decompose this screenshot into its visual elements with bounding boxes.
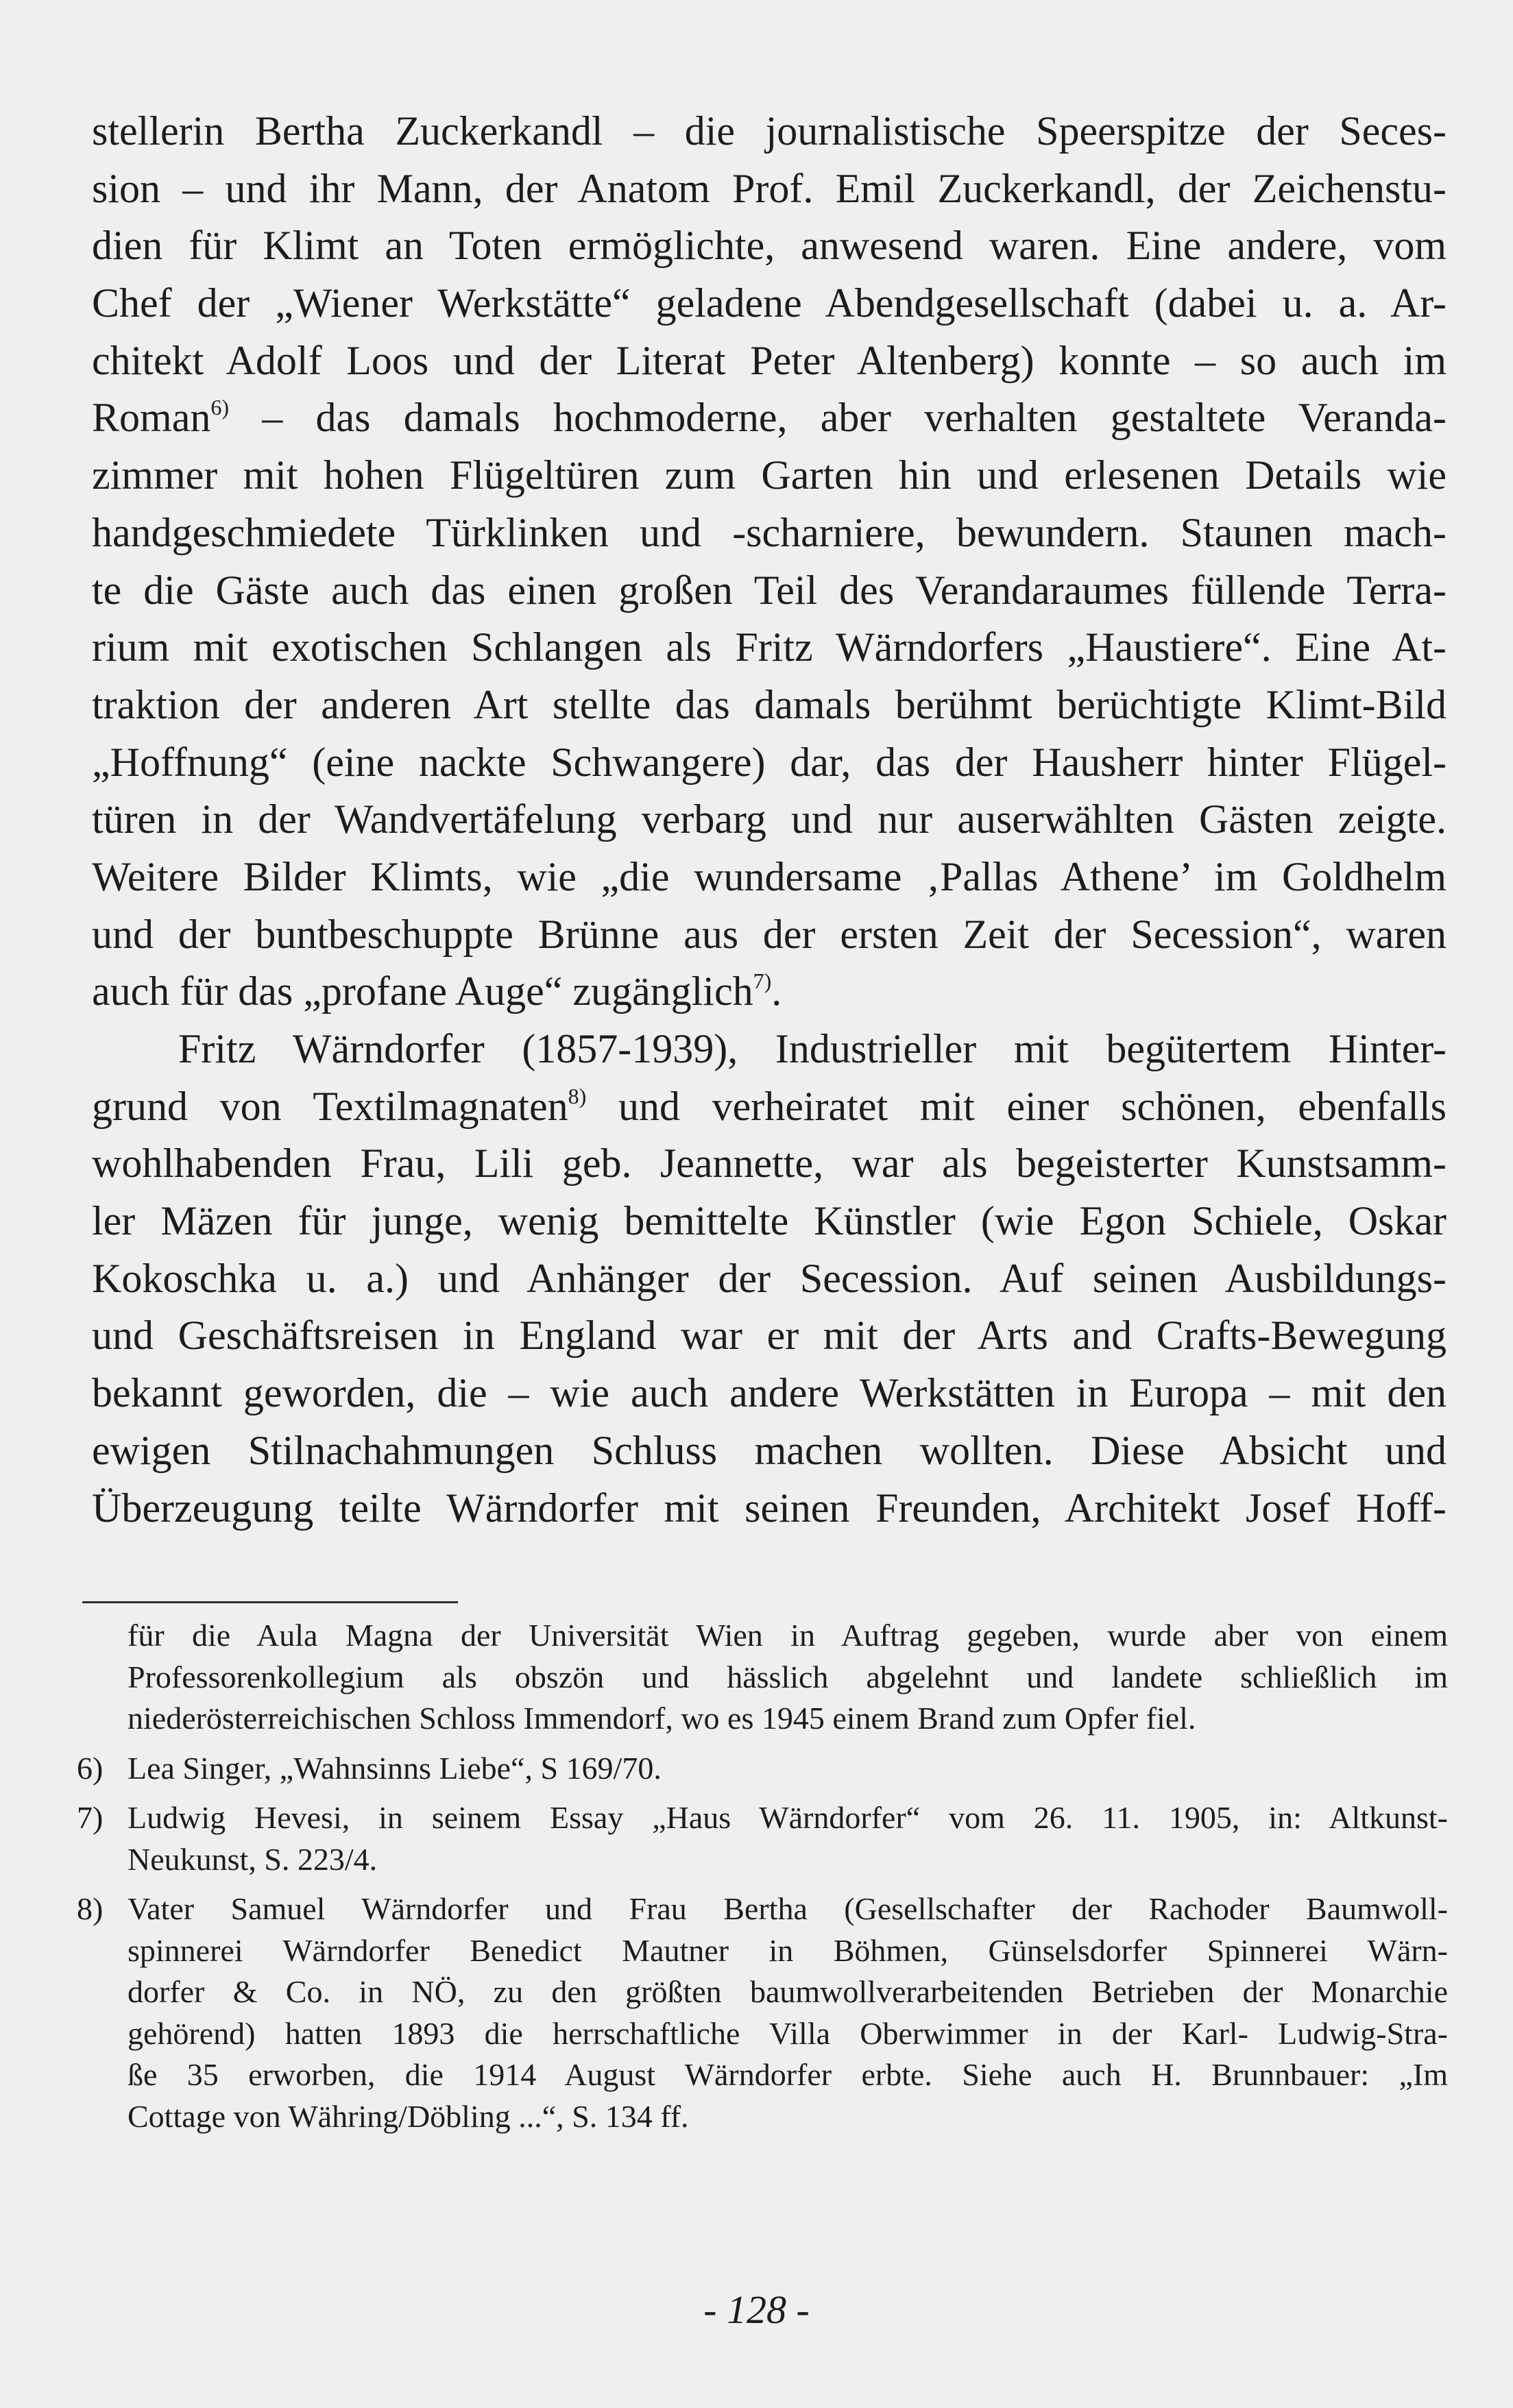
text-line: ler Mäzen für junge, wenig bemittelte Künstler (wie Egon Schiele, Oskar [92, 1198, 1447, 1244]
footnotes [77, 1615, 1448, 2137]
footnote-number: 7) [77, 1800, 104, 1835]
text-line: Fritz Wärndorfer (1857-1939), Industrieller mit begütertem Hinter- [178, 1026, 1447, 1071]
footnote-line: Neukunst, S. 223/4. [128, 1841, 378, 1877]
footnote-line: spinnerei Wärndorfer Benedict Mautner in Böhmen, Günselsdorfer Spinnerei Wärn- [128, 1932, 1448, 1968]
footnote-8 [77, 1888, 1448, 2137]
text-run: – das damals hochmoderne, aber verhalten gestaltete Veranda- [228, 395, 1447, 441]
footnote-ref-6: 6) [210, 395, 229, 420]
text-run: auch für das „profane Auge“ zugänglich [92, 969, 753, 1014]
text-line: handgeschmiedete Türklinken und -scharniere, bewundern. Staunen mach- [92, 509, 1447, 555]
text-run: grund von Textilmagnaten [92, 1083, 568, 1129]
footnote-number: 6) [77, 1750, 104, 1786]
footnote-separator [82, 1601, 458, 1603]
text-line: ewigen Stilnachahmungen Schluss machen wollten. Diese Absicht und [92, 1427, 1447, 1473]
text-line: stellerin Bertha Zuckerkandl – die journalistische Speerspitze der Seces- [92, 108, 1447, 154]
footnote-line: dorfer & Co. in NÖ, zu den größten baumwollverarbeitenden Betrieben der Monarchie [128, 1974, 1448, 2009]
text-line: rium mit exotischen Schlangen als Fritz Wärndorfers „Haustiere“. Eine At- [92, 624, 1447, 670]
footnote-line [77, 1797, 1448, 1839]
text-line: Kokoschka u. a.) und Anhänger der Secession. Auf seinen Ausbildungs- [92, 1255, 1447, 1301]
footnote-line: Professorenkollegium als obszön und hässlich abgelehnt und landete schließlich im [128, 1659, 1448, 1694]
page-number: - 128 - [703, 2287, 810, 2332]
text-line: dien für Klimt an Toten ermöglichte, anwesend waren. Eine andere, vom [92, 223, 1447, 269]
text-line: Chef der „Wiener Werkstätte“ geladene Abendgesellschaft (dabei u. a. Ar- [92, 280, 1447, 326]
text-line: türen in der Wandvertäfelung verbarg und nur auserwählten Gästen zeigte. [92, 796, 1447, 842]
footnote-text: Lea Singer, „Wahnsinns Liebe“, S 169/70. [128, 1750, 662, 1786]
footnote-line: niederösterreichischen Schloss Immendorf, wo es 1945 einem Brand zum Opfer fiel. [128, 1701, 1196, 1736]
text-line: sion – und ihr Mann, der Anatom Prof. Emil Zuckerkandl, der Zeichenstu- [92, 165, 1447, 211]
footnote-line [77, 1888, 1448, 1930]
text-line: Weitere Bilder Klimts, wie „die wundersame ‚Pallas Athene’ im Goldhelm [92, 853, 1447, 899]
text-line: Überzeugung teilte Wärndorfer mit seinen Freunden, Architekt Josef Hoff- [92, 1485, 1447, 1531]
footnote-7 [77, 1797, 1448, 1880]
footnote-continuation [77, 1615, 1448, 1740]
text-line: „Hoffnung“ (eine nackte Schwangere) dar, das der Hausherr hinter Flügel- [92, 739, 1447, 785]
text-run: und verheiratet mit einer schönen, ebenfalls [586, 1083, 1447, 1129]
footnote-text: Ludwig Hevesi, in seinem Essay „Haus Wärndorfer“ vom 26. 11. 1905, in: Altkunst- [128, 1800, 1448, 1835]
footnote-line: ße 35 erworben, die 1914 August Wärndorfer erbte. Siehe auch H. Brunnbauer: „Im [128, 2057, 1448, 2092]
text-line [92, 1078, 1447, 1136]
text-line: und der buntbeschuppte Brünne aus der ersten Zeit der Secession“, waren [92, 911, 1447, 957]
text-line [92, 963, 1447, 1021]
footnote-line: gehörend) hatten 1893 die herrschaftliche Villa Oberwimmer in der Karl- Ludwig-Stra- [128, 2015, 1448, 2051]
text-run: . [771, 969, 782, 1014]
footnote-number: 8) [77, 1891, 104, 1926]
text-line: traktion der anderen Art stellte das damals berühmt berüchtigte Klimt-Bild [92, 681, 1447, 727]
text-line: wohlhabenden Frau, Lili geb. Jeannette, war als begeisterter Kunstsamm- [92, 1141, 1447, 1187]
text-line: zimmer mit hohen Flügeltüren zum Garten hin und erlesenen Details wie [92, 452, 1447, 498]
footnote-line: für die Aula Magna der Universität Wien in Auftrag gegeben, wurde aber von einem [128, 1618, 1448, 1653]
main-text [92, 103, 1447, 1537]
text-line: und Geschäftsreisen in England war er mit der Arts and Crafts-Bewegung [92, 1313, 1447, 1359]
footnote-6 [77, 1748, 1448, 1790]
text-line: te die Gäste auch das einen großen Teil des Verandaraumes füllende Terra- [92, 567, 1447, 613]
text-line: chitekt Adolf Loos und der Literat Peter Altenberg) konnte – so auch im [92, 337, 1447, 383]
footnote-line [77, 1748, 1448, 1790]
footnote-line: Cottage von Währing/Döbling ...“, S. 134 ff. [128, 2098, 689, 2134]
footnote-ref-8: 8) [568, 1083, 587, 1108]
text-run: Roman [92, 395, 211, 441]
footnote-text: Vater Samuel Wärndorfer und Frau Bertha (Gesellschafter der Rachoder Baumwoll- [128, 1891, 1448, 1926]
footnote-ref-7: 7) [753, 969, 772, 994]
text-line: bekannt geworden, die – wie auch andere Werkstätten in Europa – mit den [92, 1370, 1447, 1416]
text-line [92, 389, 1447, 447]
